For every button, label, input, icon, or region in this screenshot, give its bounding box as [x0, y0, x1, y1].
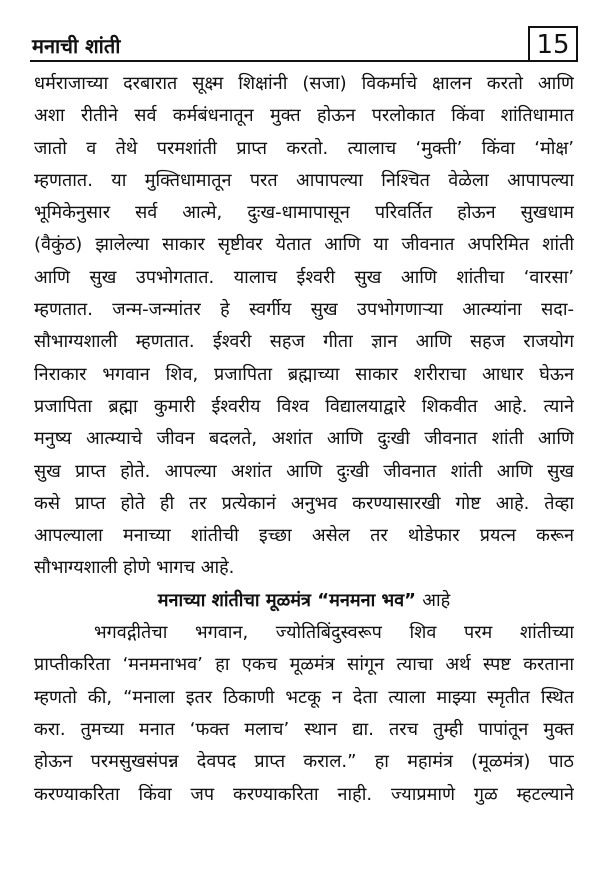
text-line: भूमिकेनुसार सर्व आत्मे, दुःख-धामापासून परिवर्तित होऊन सुखधाम [34, 202, 574, 224]
body-text [34, 68, 574, 811]
text-line: आणि सुख उपभोगतात. यालाच ईश्वरी सुख आणि शांतीचा ‘वारसा’ [34, 266, 574, 288]
section-heading-tail: आहे [422, 589, 451, 611]
text-line: सौभाग्यशाली होणे भागच आहे. [34, 557, 235, 579]
text-line: आपल्याला मनाच्या शांतीची इच्छा असेल तर थोडेफार प्रयत्न करून [34, 525, 574, 547]
section-heading-main: मनाच्या शांतीचा मूळमंत्र “मनमना भव” [157, 589, 416, 611]
text-line: म्हणतात. जन्म-जन्मांतर हे स्वर्गीय सुख उपभोगणाऱ्या आत्म्यांना सदा- [34, 299, 574, 321]
text-line: करण्याकरिता किंवा जप करण्याकरिता नाही. ज्याप्रमाणे गुळ म्हटल्याने [34, 783, 574, 805]
text-line: अशा रीतीने सर्व कर्मबंधनातून मुक्त होऊन परलोकात किंवा शांतिधामात [34, 105, 574, 127]
text-line: म्हणतो की, “मनाला इतर ठिकाणी भटकू न देता त्याला माझ्या स्मृतीत स्थित [34, 686, 574, 708]
text-line: होऊन परमसुखसंपन्न देवपद प्राप्त कराल.” हा महामंत्र (मूळमंत्र) पाठ [34, 751, 574, 773]
text-line: निराकार भगवान शिव, प्रजापिता ब्रह्माच्या साकार शरीराचा आधार घेऊन [34, 363, 574, 385]
section-heading [34, 585, 574, 617]
text-line: सुख प्राप्त होते. आपल्या अशांत आणि दुःखी जीवनात शांती आणि सुख [34, 460, 574, 482]
page-header [30, 32, 578, 62]
header-rule [30, 60, 578, 62]
page-number: 15 [528, 26, 578, 62]
text-line: मनुष्य आत्म्याचे जीवन बदलते, अशांत आणि दुःखी जीवनात शांती आणि [34, 428, 574, 450]
text-line: कसे प्राप्त होते ही तर प्रत्येकानं अनुभव करण्यासारखी गोष्ट आहे. तेव्हा [34, 492, 574, 514]
text-line: धर्मराजाच्या दरबारात सूक्ष्म शिक्षांनी (सजा) विकर्माचे क्षालन करतो आणि [34, 73, 574, 94]
text-line: जातो व तेथे परमशांती प्राप्त करतो. त्यालाच ‘मुक्ती’ किंवा ‘मोक्ष’ [34, 137, 574, 159]
text-line: (वैकुंठ) झालेल्या साकार सृष्टीवर येतात आणि या जीवनात अपरिमित शांती [34, 234, 574, 256]
running-title: मनाची शांती [32, 34, 121, 58]
text-line: करा. तुमच्या मनात ‘फक्त मलाच’ स्थान द्या. तरच तुम्ही पापांतून मुक्त [34, 718, 574, 740]
text-line: भगवद्गीतेचा भगवान, ज्योतिबिंदुस्वरूप शिव परम शांतीच्या [94, 622, 574, 644]
text-line: प्राप्तीकरिता ‘मनमनाभव’ हा एकच मूळमंत्र सांगून त्याचा अर्थ स्पष्ट करताना [34, 654, 574, 676]
text-line: म्हणतात. या मुक्तिधामातून परत आपापल्या निश्चित वेळेला आपापल्या [34, 169, 574, 191]
text-line: प्रजापिता ब्रह्मा कुमारी ईश्वरीय विश्व विद्यालयाद्वारे शिकवीत आहे. त्याने [34, 395, 574, 417]
text-line: सौभाग्यशाली म्हणतात. ईश्वरी सहज गीता ज्ञान आणि सहज राजयोग [34, 331, 574, 353]
